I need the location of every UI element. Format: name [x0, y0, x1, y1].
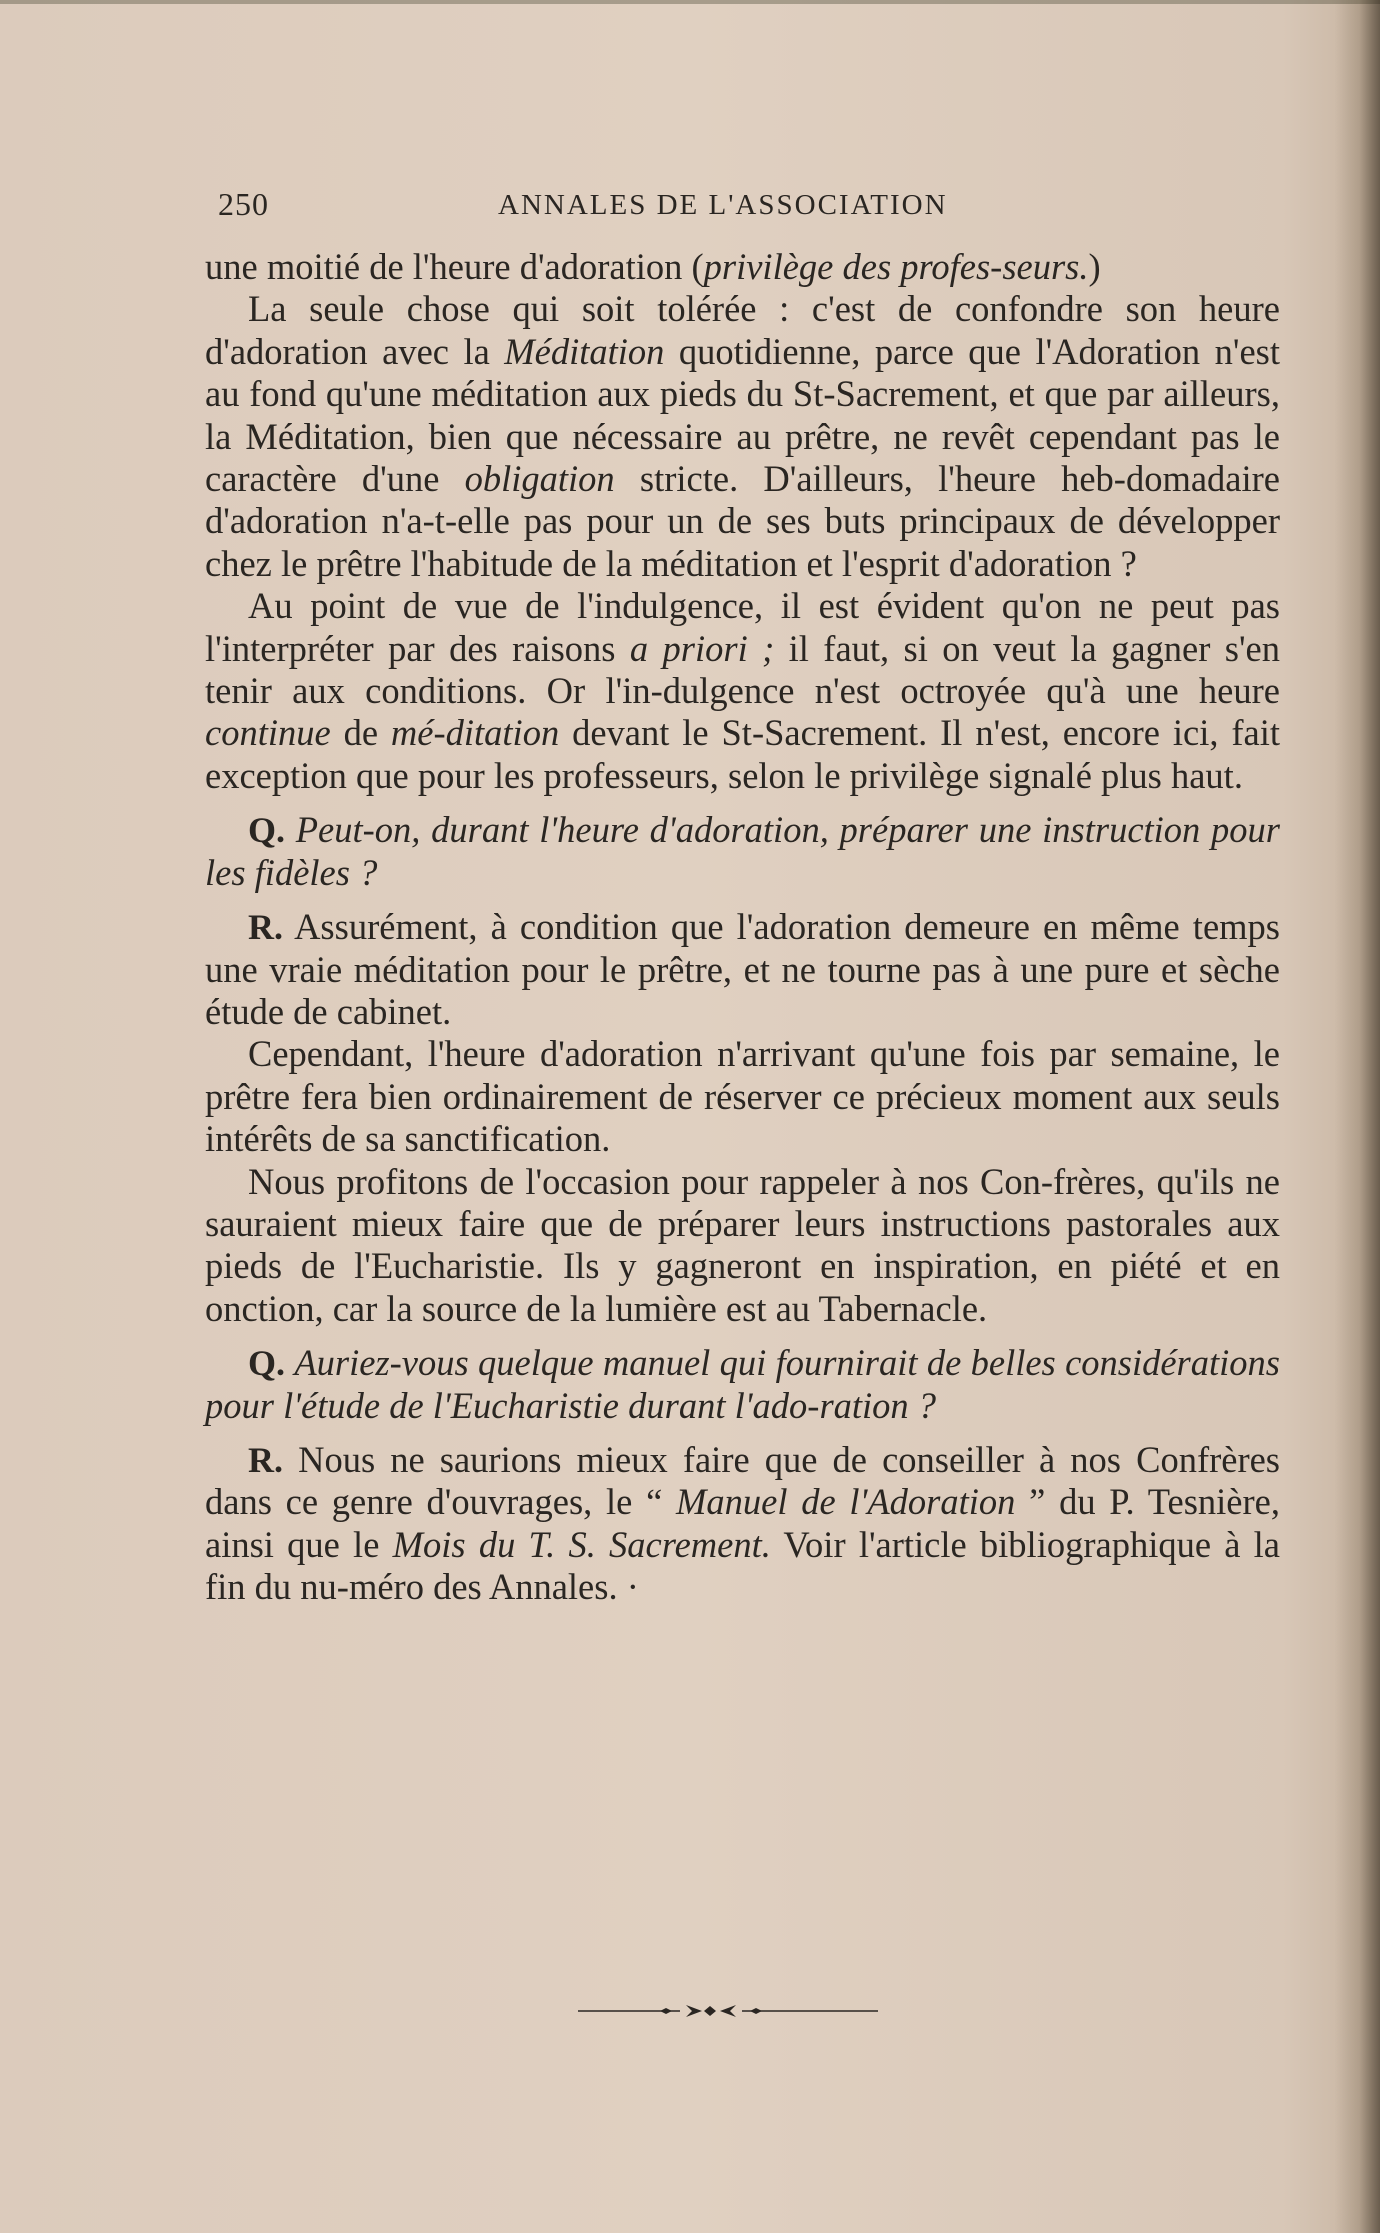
question-marker: Q. [248, 1343, 286, 1384]
running-title: ANNALES DE L'ASSOCIATION [498, 189, 948, 221]
question-marker: Q. [248, 810, 286, 851]
page-right-edge-shadow [1334, 0, 1380, 2233]
italic-text: a priori ; [629, 627, 775, 669]
question-2 [205, 1342, 1280, 1427]
italic-text: privilège des profes-seurs. [703, 246, 1089, 287]
question-1 [205, 809, 1280, 894]
response-1 [205, 906, 1280, 1033]
italic-text: continue [205, 712, 331, 754]
page-number: 250 [218, 186, 269, 222]
page-top-edge [0, 0, 1380, 4]
italic-text: mé-ditation [390, 712, 560, 754]
paragraph-meditation: La seule chose qui soit tolérée : c'est de confondre son heure d'adoration avec la Méditation quotidienne, parce que l'Adoration n'est au fond qu'une méditation aux pieds du St-Sacrement, et que par ailleurs, la Méditation, bien que nécessaire au prêtre, ne revêt cependant pas le caractère d'une obligation stricte. D'ailleurs, l'heure heb-domadaire d'adoration n'a-t-elle pas pour un de ses buts principaux de développer chez le prêtre l'habitude de la méditation et l'esprit d'adoration ? [205, 288, 1281, 584]
page-header [218, 186, 1048, 226]
paragraph-nous-profitons: Nous profitons de l'occasion pour rappeler à nos Con-frères, qu'ils ne sauraient mieux faire que de préparer leurs instructions pastorales aux pieds de l'Eucharistie. Ils y gagneront en inspiration, en piété et en onction, car la source de la lumière est au Tabernacle. [205, 1160, 1280, 1329]
body-text [205, 246, 1280, 1609]
response-text: Assurément, à condition que l'adoration demeure en même temps une vraie méditation pour le prêtre, et ne tourne pas à une pure et sèche étude de cabinet. [205, 906, 1280, 1032]
paragraph-indulgence: Au point de vue de l'indulgence, il est évident qu'on ne peut pas l'interpréter par des raisons a priori ; il faut, si on veut la gagner s'en tenir aux conditions. Or l'in-dulgence n'est octroyée qu'à une heure continue de mé-ditation devant le St-Sacrement. Il n'est, encore ici, fait exception que pour les professeurs, selon le privilège signalé plus haut. [205, 585, 1280, 796]
italic-text: Manuel de l'Adoration [676, 1481, 1016, 1523]
response-marker: R. [248, 1439, 283, 1480]
response-marker: R. [248, 907, 283, 948]
italic-text: obligation [464, 458, 615, 500]
italic-text: Mois du T. S. Sacrement. [392, 1523, 771, 1565]
decorative-ornament-icon [578, 1996, 878, 2026]
italic-text: Méditation [504, 330, 665, 372]
paragraph-continuation: une moitié de l'heure d'adoration (privilège des profes-seurs.) [205, 246, 1101, 287]
question-text: Auriez-vous quelque manuel qui fournirait de belles considérations pour l'étude de l'Eucharistie durant l'ado-ration ? [205, 1342, 1280, 1426]
response-2: R. Nous ne saurions mieux faire que de conseiller à nos Confrères dans ce genre d'ouvrages, le “ Manuel de l'Adoration ” du P. Tesnière, ainsi que le Mois du T. S. Sacrement. Voir l'article bibliographique à la fin du nu-méro des Annales. · [205, 1438, 1281, 1608]
paragraph-cependant: Cependant, l'heure d'adoration n'arrivant qu'une fois par semaine, le prêtre fera bien ordinairement de réserver ce précieux moment aux seuls intérêts de sa sanctification. [205, 1033, 1280, 1160]
question-text: Peut-on, durant l'heure d'adoration, préparer une instruction pour les fidèles ? [205, 809, 1280, 893]
